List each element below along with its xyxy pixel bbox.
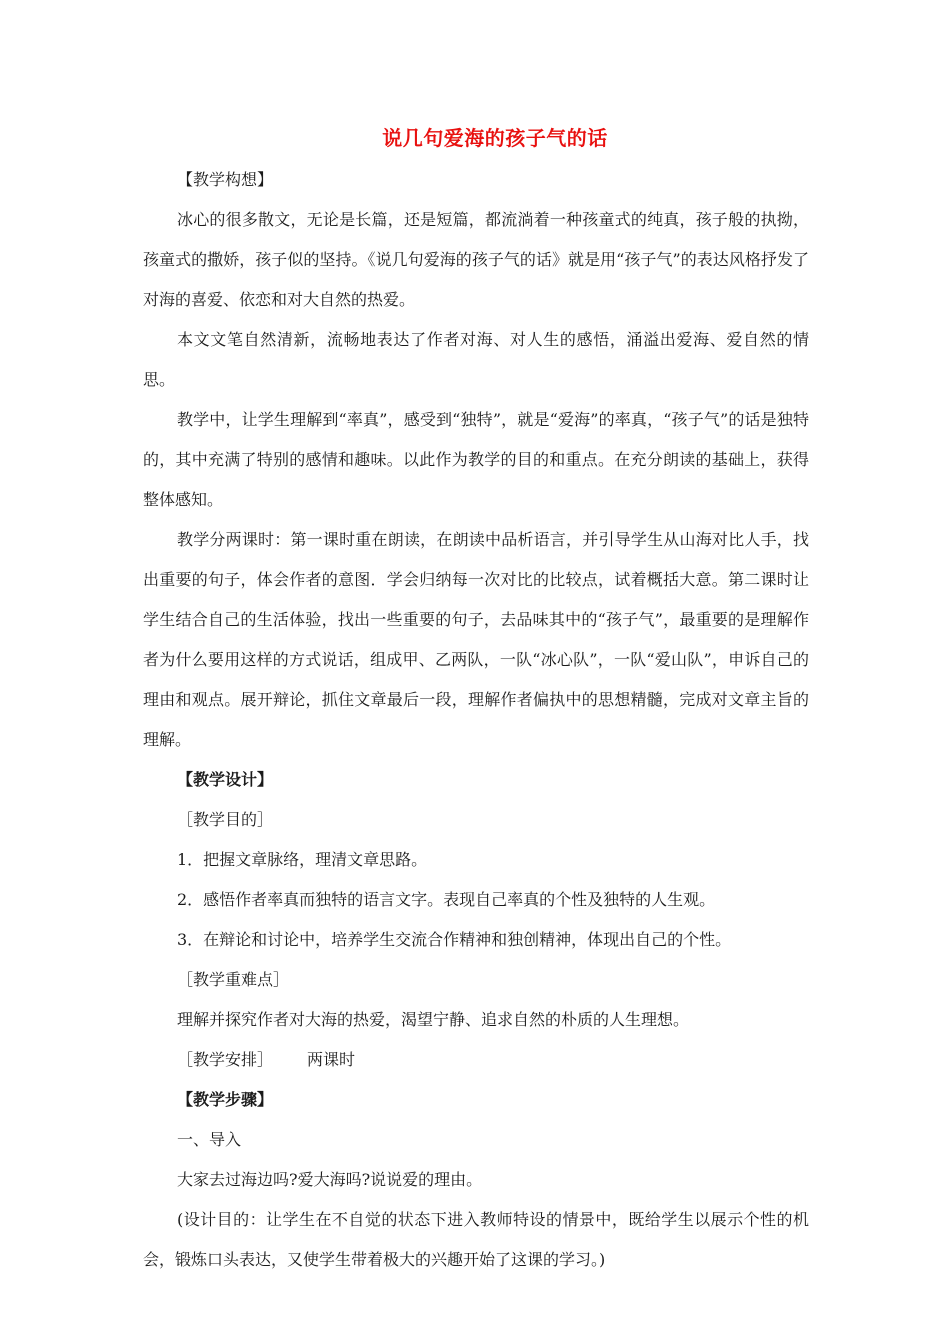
concept-heading: 【教学构想】 xyxy=(177,170,274,189)
document-title: 说几句爱海的孩子气的话 xyxy=(382,126,608,150)
arrangement-value: 两课时 xyxy=(307,1050,356,1069)
design-heading: 【教学设计】 xyxy=(177,770,274,789)
concept-paragraph-1: 冰心的很多散文，无论是长篇，还是短篇，都流淌着一种孩童式的纯真，孩子般的执拗，孩童式的撒娇，孩子似的坚持。《说几句爱海的孩子气的话》就是用“孩子气”的表达风格抒发了对海的喜爱、依恋和对大自然的热爱。 xyxy=(143,210,809,309)
step1-heading: 一、导入 xyxy=(177,1130,242,1149)
document-body xyxy=(143,160,809,1280)
concept-paragraph-2: 本文文笔自然清新，流畅地表达了作者对海、对人生的感悟，涌溢出爱海、爱自然的情思。 xyxy=(143,330,809,389)
arrangement-line xyxy=(143,1040,809,1080)
goal-item-1: 1．把握文章脉络，理清文章思路。 xyxy=(177,850,428,869)
goal-item-3: 3．在辩论和讨论中，培养学生交流合作精神和独创精神，体现出自己的个性。 xyxy=(177,930,732,949)
focus-text: 理解并探究作者对大海的热爱，渴望宁静、追求自然的朴质的人生理想。 xyxy=(177,1010,690,1029)
concept-paragraph-3: 教学中，让学生理解到“率真”，感受到“独特”，就是“爱海”的率真，“孩子气”的话是独特的，其中充满了特别的感情和趣味。以此作为教学的目的和重点。在充分朗读的基础上，获得整体感知。 xyxy=(143,410,809,509)
goals-heading: ［教学目的］ xyxy=(177,810,274,829)
concept-paragraph-4: 教学分两课时：第一课时重在朗读，在朗读中品析语言，并引导学生从山海对比人手，找出重要的句子，体会作者的意图．学会归纳每一次对比的比较点，试着概括大意。第二课时让学生结合自己的生活体验，找出一些重要的句子，去品味其中的“孩子气”，最重要的是理解作者为什么要用这样的方式说话，组成甲、乙两队，一队“冰心队”，一队“爱山队”，申诉自己的理由和观点。展开辩论，抓住文章最后一段，理解作者偏执中的思想精髓，完成对文章主旨的理解。 xyxy=(143,530,809,749)
focus-heading: ［教学重难点］ xyxy=(177,970,290,989)
arrangement-heading: ［教学安排］ xyxy=(177,1050,274,1069)
goal-item-2: 2．感悟作者率真而独特的语言文字。表现自己率真的个性及独特的人生观。 xyxy=(177,890,716,909)
step1-question: 大家去过海边吗?爱大海吗?说说爱的理由。 xyxy=(177,1170,483,1189)
step1-note: (设计目的：让学生在不自觉的状态下进入教师特设的情景中，既给学生以展示个性的机会，锻炼口头表达，又使学生带着极大的兴趣开始了这课的学习。) xyxy=(143,1210,809,1269)
steps-heading: 【教学步骤】 xyxy=(177,1090,274,1109)
